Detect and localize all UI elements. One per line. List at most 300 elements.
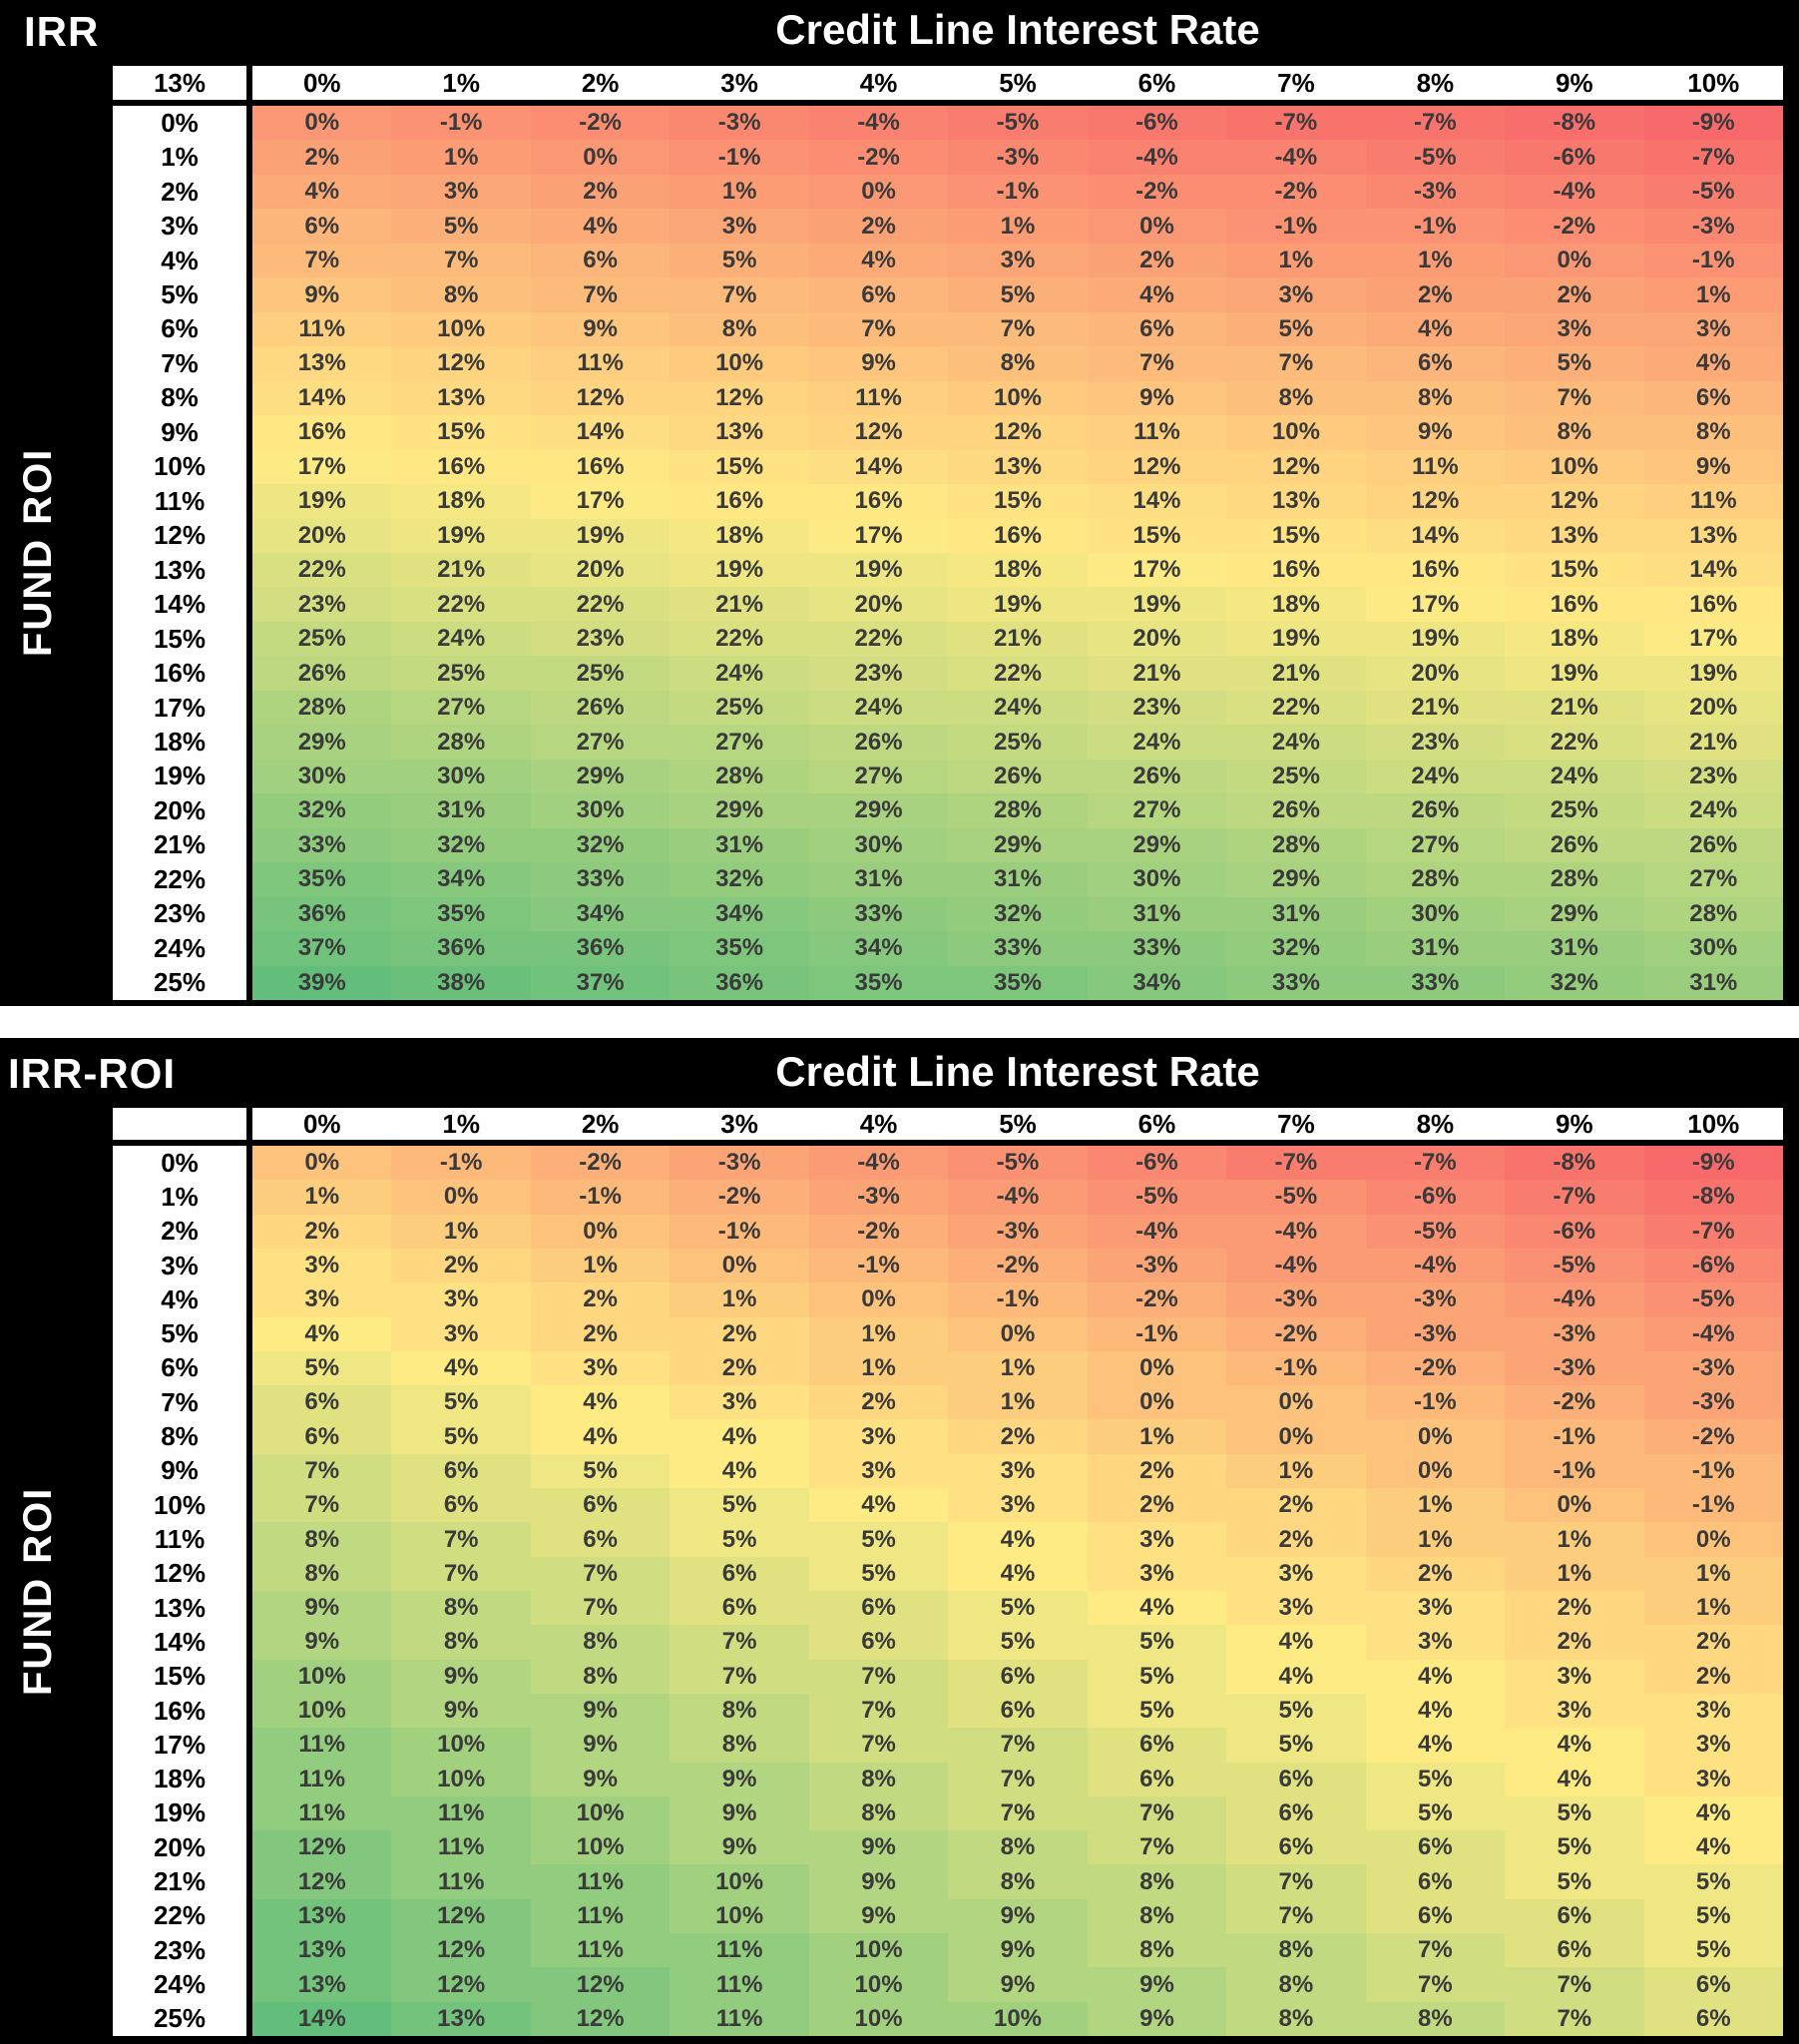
heatmap-cell[interactable]: -3%: [1505, 1317, 1643, 1351]
heatmap-cell[interactable]: 1%: [1366, 244, 1505, 277]
heatmap-cell[interactable]: 19%: [391, 519, 530, 553]
heatmap-cell[interactable]: 22%: [252, 553, 391, 587]
heatmap-cell[interactable]: 8%: [1366, 2002, 1505, 2036]
heatmap-cell[interactable]: 17%: [809, 519, 948, 553]
heatmap-cell[interactable]: -7%: [1644, 1215, 1783, 1249]
heatmap-cell[interactable]: 5%: [1226, 1728, 1365, 1762]
heatmap-cell[interactable]: 6%: [1366, 1899, 1505, 1933]
heatmap-cell[interactable]: 7%: [391, 1522, 530, 1556]
heatmap-cell[interactable]: 24%: [1088, 725, 1226, 759]
heatmap-cell[interactable]: 5%: [1088, 1625, 1226, 1659]
heatmap-cell[interactable]: 6%: [809, 1591, 948, 1625]
heatmap-cell[interactable]: 7%: [1226, 346, 1365, 380]
heatmap-cell[interactable]: 19%: [531, 519, 670, 553]
heatmap-cell[interactable]: 8%: [948, 346, 1087, 380]
heatmap-cell[interactable]: 2%: [809, 209, 948, 243]
heatmap-cell[interactable]: -7%: [1366, 1146, 1505, 1180]
heatmap-cell[interactable]: 9%: [391, 1660, 530, 1694]
heatmap-cell[interactable]: 2%: [1505, 277, 1643, 311]
heatmap-cell[interactable]: 20%: [809, 587, 948, 621]
heatmap-cell[interactable]: 8%: [1366, 381, 1505, 415]
heatmap-cell[interactable]: 2%: [1088, 1488, 1226, 1522]
column-header-cell[interactable]: 3%: [720, 67, 758, 98]
heatmap-cell[interactable]: -2%: [1088, 175, 1226, 209]
heatmap-cell[interactable]: 17%: [1644, 622, 1783, 656]
heatmap-cell[interactable]: 9%: [809, 1830, 948, 1864]
heatmap-cell[interactable]: 5%: [531, 1454, 670, 1488]
heatmap-cell[interactable]: 0%: [531, 1215, 670, 1249]
heatmap-cell[interactable]: 3%: [1644, 312, 1783, 346]
heatmap-cell[interactable]: -3%: [809, 1180, 948, 1214]
heatmap-cell[interactable]: 5%: [1226, 312, 1365, 346]
heatmap-cell[interactable]: 20%: [1088, 622, 1226, 656]
heatmap-cell[interactable]: -5%: [1226, 1180, 1365, 1214]
heatmap-cell[interactable]: 3%: [531, 1351, 670, 1385]
heatmap-cell[interactable]: 2%: [809, 1385, 948, 1419]
row-header-cell[interactable]: 5%: [161, 1318, 199, 1349]
heatmap-cell[interactable]: -4%: [1366, 1249, 1505, 1282]
row-header-cell[interactable]: 24%: [153, 1969, 207, 2000]
heatmap-cell[interactable]: 5%: [670, 1488, 808, 1522]
heatmap-cell[interactable]: 4%: [1644, 1796, 1783, 1830]
heatmap-cell[interactable]: 11%: [670, 1967, 808, 2001]
heatmap-cell[interactable]: 8%: [670, 1728, 808, 1762]
heatmap-cell[interactable]: -5%: [1644, 1282, 1783, 1316]
heatmap-cell[interactable]: 2%: [252, 140, 391, 174]
heatmap-cell[interactable]: -9%: [1644, 106, 1783, 140]
heatmap-cell[interactable]: 34%: [670, 897, 808, 931]
heatmap-cell[interactable]: 11%: [391, 1864, 530, 1898]
column-header-cell[interactable]: 8%: [1416, 67, 1455, 98]
heatmap-cell[interactable]: 23%: [531, 622, 670, 656]
heatmap-cell[interactable]: 3%: [1226, 1557, 1365, 1591]
heatmap-cell[interactable]: 13%: [391, 2002, 530, 2036]
heatmap-cell[interactable]: 0%: [1088, 1385, 1226, 1419]
heatmap-cell[interactable]: 5%: [1644, 1899, 1783, 1933]
row-header-cell[interactable]: 14%: [153, 1626, 207, 1657]
heatmap-cell[interactable]: 12%: [1226, 450, 1365, 484]
column-header-cell[interactable]: 5%: [999, 67, 1037, 98]
heatmap-cell[interactable]: 12%: [670, 381, 808, 415]
heatmap-cell[interactable]: 8%: [391, 1591, 530, 1625]
heatmap-cell[interactable]: 4%: [1088, 1591, 1226, 1625]
heatmap-cell[interactable]: -1%: [1505, 1454, 1643, 1488]
heatmap-cell[interactable]: 6%: [1505, 1933, 1643, 1967]
column-header-cell[interactable]: 9%: [1556, 67, 1593, 98]
heatmap-cell[interactable]: 10%: [391, 1763, 530, 1796]
row-header-cell[interactable]: 17%: [153, 1729, 207, 1760]
heatmap-cell[interactable]: 16%: [1226, 553, 1365, 587]
heatmap-cell[interactable]: 9%: [1088, 2002, 1226, 2036]
heatmap-cell[interactable]: 3%: [1644, 1763, 1783, 1796]
heatmap-cell[interactable]: 11%: [531, 1864, 670, 1898]
heatmap-cell[interactable]: 2%: [531, 1282, 670, 1316]
heatmap-cell[interactable]: 0%: [1505, 1488, 1643, 1522]
heatmap-cell[interactable]: 1%: [1366, 1522, 1505, 1556]
heatmap-cell[interactable]: 8%: [1644, 415, 1783, 449]
heatmap-cell[interactable]: 14%: [252, 2002, 391, 2036]
heatmap-cell[interactable]: 9%: [1088, 381, 1226, 415]
heatmap-cell[interactable]: 7%: [948, 1763, 1087, 1796]
heatmap-cell[interactable]: 7%: [531, 1557, 670, 1591]
heatmap-cell[interactable]: 31%: [948, 862, 1087, 896]
heatmap-cell[interactable]: 7%: [1226, 1899, 1365, 1933]
heatmap-cell[interactable]: -3%: [1366, 1282, 1505, 1316]
heatmap-cell[interactable]: 22%: [670, 622, 808, 656]
heatmap-cell[interactable]: 10%: [670, 1899, 808, 1933]
heatmap-cell[interactable]: 6%: [1644, 1967, 1783, 2001]
heatmap-cell[interactable]: 7%: [1505, 381, 1643, 415]
heatmap-cell[interactable]: 9%: [531, 312, 670, 346]
heatmap-cell[interactable]: -2%: [1226, 175, 1365, 209]
heatmap-cell[interactable]: 19%: [1226, 622, 1365, 656]
heatmap-cell[interactable]: 33%: [809, 897, 948, 931]
row-header-cell[interactable]: 6%: [161, 313, 199, 344]
heatmap-cell[interactable]: 16%: [391, 450, 530, 484]
heatmap-cell[interactable]: 2%: [252, 1215, 391, 1249]
heatmap-cell[interactable]: 4%: [670, 1454, 808, 1488]
heatmap-cell[interactable]: 22%: [948, 656, 1087, 690]
row-header-cell[interactable]: 20%: [153, 1831, 207, 1862]
heatmap-cell[interactable]: 3%: [252, 1282, 391, 1316]
row-header-cell[interactable]: 10%: [153, 1489, 207, 1520]
row-header-cell[interactable]: 23%: [153, 1934, 207, 1965]
heatmap-cell[interactable]: -3%: [1644, 1351, 1783, 1385]
heatmap-cell[interactable]: 4%: [809, 244, 948, 277]
heatmap-cell[interactable]: 18%: [670, 519, 808, 553]
heatmap-cell[interactable]: 31%: [1088, 897, 1226, 931]
heatmap-cell[interactable]: 7%: [670, 1625, 808, 1659]
heatmap-cell[interactable]: 4%: [1366, 1660, 1505, 1694]
row-header-cell[interactable]: 19%: [153, 1797, 207, 1828]
heatmap-cell[interactable]: 13%: [252, 1967, 391, 2001]
heatmap-cell[interactable]: -4%: [1226, 1215, 1365, 1249]
heatmap-cell[interactable]: 32%: [1505, 966, 1643, 1000]
heatmap-cell[interactable]: 5%: [809, 1522, 948, 1556]
row-header-cell[interactable]: 14%: [153, 589, 207, 620]
row-header-cell[interactable]: 6%: [161, 1352, 199, 1383]
heatmap-cell[interactable]: 5%: [1505, 346, 1643, 380]
heatmap-cell[interactable]: 30%: [1644, 931, 1783, 965]
heatmap-cell[interactable]: 25%: [391, 656, 530, 690]
heatmap-cell[interactable]: 8%: [252, 1557, 391, 1591]
heatmap-cell[interactable]: 1%: [1505, 1522, 1643, 1556]
heatmap-cell[interactable]: -2%: [531, 1146, 670, 1180]
heatmap-cell[interactable]: 7%: [531, 277, 670, 311]
heatmap-cell[interactable]: 8%: [1226, 1933, 1365, 1967]
heatmap-cell[interactable]: 11%: [252, 312, 391, 346]
heatmap-cell[interactable]: 23%: [1366, 725, 1505, 759]
heatmap-cell[interactable]: 7%: [1505, 2002, 1643, 2036]
heatmap-cell[interactable]: 18%: [948, 553, 1087, 587]
heatmap-cell[interactable]: 18%: [1505, 622, 1643, 656]
column-header-cell[interactable]: 6%: [1137, 67, 1176, 98]
heatmap-cell[interactable]: -1%: [1644, 244, 1783, 277]
heatmap-cell[interactable]: 17%: [1366, 587, 1505, 621]
heatmap-cell[interactable]: 7%: [809, 1660, 948, 1694]
heatmap-cell[interactable]: 1%: [809, 1317, 948, 1351]
heatmap-cell[interactable]: 4%: [531, 1419, 670, 1453]
row-header-cell[interactable]: 3%: [161, 1250, 199, 1280]
heatmap-cell[interactable]: 19%: [809, 553, 948, 587]
heatmap-cell[interactable]: 0%: [1644, 1522, 1783, 1556]
heatmap-cell[interactable]: 11%: [670, 1933, 808, 1967]
heatmap-cell[interactable]: 3%: [670, 1385, 808, 1419]
column-header-cell[interactable]: 1%: [442, 67, 480, 98]
heatmap-cell[interactable]: 9%: [252, 1591, 391, 1625]
row-header-cell[interactable]: 13%: [153, 1592, 207, 1623]
heatmap-cell[interactable]: 7%: [1088, 1796, 1226, 1830]
heatmap-cell[interactable]: 2%: [1226, 1488, 1365, 1522]
heatmap-cell[interactable]: 15%: [670, 450, 808, 484]
heatmap-cell[interactable]: 19%: [948, 587, 1087, 621]
heatmap-cell[interactable]: 21%: [670, 587, 808, 621]
heatmap-cell[interactable]: 33%: [252, 828, 391, 862]
heatmap-cell[interactable]: 16%: [1644, 587, 1783, 621]
column-header-cell[interactable]: 7%: [1277, 67, 1315, 98]
row-header-cell[interactable]: 9%: [161, 1455, 199, 1486]
heatmap-cell[interactable]: 10%: [670, 1864, 808, 1898]
heatmap-cell[interactable]: 5%: [948, 1591, 1087, 1625]
heatmap-cell[interactable]: 11%: [391, 1830, 530, 1864]
heatmap-cell[interactable]: -4%: [809, 106, 948, 140]
heatmap-cell[interactable]: 36%: [670, 966, 808, 1000]
heatmap-cell[interactable]: 4%: [391, 1351, 530, 1385]
heatmap-cell[interactable]: -5%: [948, 106, 1087, 140]
heatmap-cell[interactable]: -1%: [391, 106, 530, 140]
heatmap-cell[interactable]: 13%: [252, 1899, 391, 1933]
heatmap-cell[interactable]: 25%: [531, 656, 670, 690]
heatmap-cell[interactable]: -2%: [1226, 1317, 1365, 1351]
heatmap-cell[interactable]: 12%: [809, 415, 948, 449]
heatmap-cell[interactable]: 17%: [531, 484, 670, 518]
heatmap-cell[interactable]: 4%: [531, 209, 670, 243]
heatmap-cell[interactable]: 6%: [1366, 1830, 1505, 1864]
heatmap-cell[interactable]: 9%: [1644, 450, 1783, 484]
heatmap-cell[interactable]: 7%: [1088, 346, 1226, 380]
heatmap-cell[interactable]: 21%: [1226, 656, 1365, 690]
heatmap-cell[interactable]: 5%: [948, 1625, 1087, 1659]
heatmap-cell[interactable]: 8%: [1226, 381, 1365, 415]
heatmap-cell[interactable]: 13%: [252, 1933, 391, 1967]
heatmap-cell[interactable]: -2%: [809, 1215, 948, 1249]
heatmap-cell[interactable]: 29%: [1505, 897, 1643, 931]
heatmap-cell[interactable]: -1%: [948, 1282, 1087, 1316]
heatmap-cell[interactable]: -7%: [1226, 1146, 1365, 1180]
heatmap-cell[interactable]: -7%: [1366, 106, 1505, 140]
row-header-cell[interactable]: 10%: [153, 451, 207, 482]
heatmap-cell[interactable]: 5%: [809, 1557, 948, 1591]
column-header-cell[interactable]: 7%: [1277, 1108, 1315, 1139]
heatmap-cell[interactable]: -3%: [948, 140, 1087, 174]
heatmap-cell[interactable]: 31%: [809, 862, 948, 896]
row-header-cell[interactable]: 22%: [153, 1900, 207, 1931]
heatmap-cell[interactable]: 4%: [1226, 1660, 1365, 1694]
heatmap-cell[interactable]: 18%: [1226, 587, 1365, 621]
heatmap-cell[interactable]: 6%: [252, 209, 391, 243]
heatmap-cell[interactable]: 3%: [1644, 1694, 1783, 1728]
heatmap-cell[interactable]: 38%: [391, 966, 530, 1000]
heatmap-cell[interactable]: 10%: [531, 1830, 670, 1864]
heatmap-cell[interactable]: 26%: [809, 725, 948, 759]
heatmap-cell[interactable]: -4%: [809, 1146, 948, 1180]
heatmap-cell[interactable]: 5%: [391, 209, 530, 243]
heatmap-cell[interactable]: -2%: [531, 106, 670, 140]
heatmap-cell[interactable]: 5%: [1088, 1660, 1226, 1694]
heatmap-cell[interactable]: 9%: [252, 277, 391, 311]
column-header-cell[interactable]: 4%: [859, 67, 898, 98]
heatmap-cell[interactable]: 16%: [252, 415, 391, 449]
heatmap-cell[interactable]: 12%: [391, 1967, 530, 2001]
heatmap-cell[interactable]: -6%: [1366, 1180, 1505, 1214]
heatmap-cell[interactable]: 10%: [948, 381, 1087, 415]
heatmap-cell[interactable]: 10%: [252, 1660, 391, 1694]
heatmap-cell[interactable]: 1%: [1644, 277, 1783, 311]
heatmap-cell[interactable]: 36%: [531, 931, 670, 965]
heatmap-cell[interactable]: 1%: [1505, 1557, 1643, 1591]
row-header-cell[interactable]: 18%: [153, 727, 207, 758]
heatmap-cell[interactable]: -2%: [670, 1180, 808, 1214]
heatmap-cell[interactable]: 25%: [252, 622, 391, 656]
heatmap-cell[interactable]: 4%: [1505, 1763, 1643, 1796]
heatmap-cell[interactable]: 24%: [948, 691, 1087, 725]
heatmap-cell[interactable]: 21%: [1366, 691, 1505, 725]
heatmap-cell[interactable]: 27%: [809, 760, 948, 793]
heatmap-cell[interactable]: 22%: [1505, 725, 1643, 759]
row-header-cell[interactable]: 8%: [161, 382, 199, 413]
heatmap-cell[interactable]: 26%: [1644, 828, 1783, 862]
heatmap-cell[interactable]: -3%: [670, 106, 808, 140]
row-header-cell[interactable]: 12%: [153, 1558, 207, 1589]
heatmap-cell[interactable]: 35%: [391, 897, 530, 931]
heatmap-cell[interactable]: -3%: [1366, 175, 1505, 209]
heatmap-cell[interactable]: 6%: [1366, 346, 1505, 380]
row-header-cell[interactable]: 19%: [153, 761, 207, 791]
heatmap-cell[interactable]: 4%: [1505, 1728, 1643, 1762]
column-header-cell[interactable]: 0%: [302, 67, 341, 98]
heatmap-cell[interactable]: 25%: [948, 725, 1087, 759]
heatmap-cell[interactable]: 3%: [391, 175, 530, 209]
heatmap-cell[interactable]: 3%: [391, 1317, 530, 1351]
heatmap-cell[interactable]: 9%: [809, 1864, 948, 1898]
heatmap-cell[interactable]: 0%: [809, 1282, 948, 1316]
column-header-cell[interactable]: 2%: [581, 1108, 620, 1139]
heatmap-cell[interactable]: 12%: [1088, 450, 1226, 484]
heatmap-cell[interactable]: 33%: [531, 862, 670, 896]
row-header-cell[interactable]: 1%: [161, 142, 199, 173]
heatmap-cell[interactable]: 1%: [1644, 1557, 1783, 1591]
heatmap-cell[interactable]: 23%: [809, 656, 948, 690]
heatmap-cell[interactable]: 6%: [1226, 1796, 1365, 1830]
heatmap-cell[interactable]: 10%: [809, 1933, 948, 1967]
column-header-cell[interactable]: 0%: [302, 1108, 341, 1139]
heatmap-cell[interactable]: 23%: [1088, 691, 1226, 725]
heatmap-cell[interactable]: 35%: [809, 966, 948, 1000]
heatmap-cell[interactable]: 34%: [1088, 966, 1226, 1000]
heatmap-cell[interactable]: 7%: [809, 312, 948, 346]
heatmap-cell[interactable]: 3%: [670, 209, 808, 243]
heatmap-cell[interactable]: -6%: [1644, 1249, 1783, 1282]
heatmap-cell[interactable]: 6%: [1088, 1763, 1226, 1796]
row-header-cell[interactable]: 21%: [153, 1866, 207, 1897]
heatmap-cell[interactable]: 33%: [1366, 966, 1505, 1000]
heatmap-cell[interactable]: 1%: [948, 209, 1087, 243]
heatmap-cell[interactable]: 26%: [1088, 760, 1226, 793]
heatmap-cell[interactable]: 4%: [1644, 346, 1783, 380]
heatmap-cell[interactable]: 2%: [1644, 1625, 1783, 1659]
heatmap-cell[interactable]: 16%: [670, 484, 808, 518]
heatmap-cell[interactable]: 26%: [1505, 828, 1643, 862]
heatmap-cell[interactable]: 5%: [1366, 1796, 1505, 1830]
heatmap-cell[interactable]: 8%: [670, 312, 808, 346]
heatmap-cell[interactable]: 10%: [391, 312, 530, 346]
row-header-cell[interactable]: 0%: [161, 1147, 199, 1178]
heatmap-cell[interactable]: 7%: [252, 244, 391, 277]
heatmap-cell[interactable]: 12%: [391, 346, 530, 380]
heatmap-cell[interactable]: 6%: [252, 1419, 391, 1453]
heatmap-cell[interactable]: -1%: [1088, 1317, 1226, 1351]
heatmap-cell[interactable]: 7%: [948, 1728, 1087, 1762]
row-header-cell[interactable]: 4%: [161, 1283, 199, 1314]
heatmap-cell[interactable]: 8%: [948, 1830, 1087, 1864]
heatmap-cell[interactable]: 14%: [531, 415, 670, 449]
heatmap-cell[interactable]: -4%: [948, 1180, 1087, 1214]
heatmap-cell[interactable]: 21%: [948, 622, 1087, 656]
heatmap-cell[interactable]: 6%: [391, 1454, 530, 1488]
row-header-cell[interactable]: 2%: [161, 176, 199, 207]
heatmap-cell[interactable]: 0%: [670, 1249, 808, 1282]
heatmap-cell[interactable]: 26%: [1226, 793, 1365, 827]
heatmap-cell[interactable]: 6%: [1366, 1864, 1505, 1898]
heatmap-cell[interactable]: 11%: [391, 1796, 530, 1830]
heatmap-cell[interactable]: 0%: [1366, 1454, 1505, 1488]
heatmap-cell[interactable]: 9%: [252, 1625, 391, 1659]
heatmap-cell[interactable]: 26%: [1366, 793, 1505, 827]
heatmap-cell[interactable]: 19%: [1505, 656, 1643, 690]
heatmap-cell[interactable]: 11%: [531, 1933, 670, 1967]
heatmap-cell[interactable]: 15%: [948, 484, 1087, 518]
heatmap-cell[interactable]: 19%: [1366, 622, 1505, 656]
heatmap-cell[interactable]: 5%: [1644, 1933, 1783, 1967]
heatmap-cell[interactable]: 23%: [1644, 760, 1783, 793]
row-header-cell[interactable]: 5%: [161, 279, 199, 310]
heatmap-cell[interactable]: 5%: [1505, 1796, 1643, 1830]
heatmap-cell[interactable]: -5%: [1366, 140, 1505, 174]
heatmap-cell[interactable]: 19%: [1088, 587, 1226, 621]
heatmap-cell[interactable]: 2%: [531, 1317, 670, 1351]
heatmap-cell[interactable]: 1%: [809, 1351, 948, 1385]
column-header-cell[interactable]: 10%: [1687, 67, 1740, 98]
heatmap-cell[interactable]: 31%: [1644, 966, 1783, 1000]
heatmap-cell[interactable]: 3%: [1226, 277, 1365, 311]
heatmap-cell[interactable]: 9%: [809, 1899, 948, 1933]
heatmap-cell[interactable]: 26%: [252, 656, 391, 690]
heatmap-cell[interactable]: 19%: [1644, 656, 1783, 690]
row-header-cell[interactable]: 23%: [153, 898, 207, 929]
heatmap-cell[interactable]: 9%: [670, 1763, 808, 1796]
heatmap-cell[interactable]: -3%: [948, 1215, 1087, 1249]
heatmap-cell[interactable]: 9%: [948, 1899, 1087, 1933]
heatmap-cell[interactable]: 8%: [531, 1660, 670, 1694]
heatmap-cell[interactable]: -1%: [1366, 1385, 1505, 1419]
heatmap-cell[interactable]: 14%: [1088, 484, 1226, 518]
heatmap-cell[interactable]: 28%: [391, 725, 530, 759]
heatmap-cell[interactable]: 2%: [670, 1317, 808, 1351]
heatmap-cell[interactable]: 3%: [948, 244, 1087, 277]
heatmap-cell[interactable]: 8%: [531, 1625, 670, 1659]
row-header-cell[interactable]: 18%: [153, 1764, 207, 1794]
heatmap-cell[interactable]: 31%: [391, 793, 530, 827]
